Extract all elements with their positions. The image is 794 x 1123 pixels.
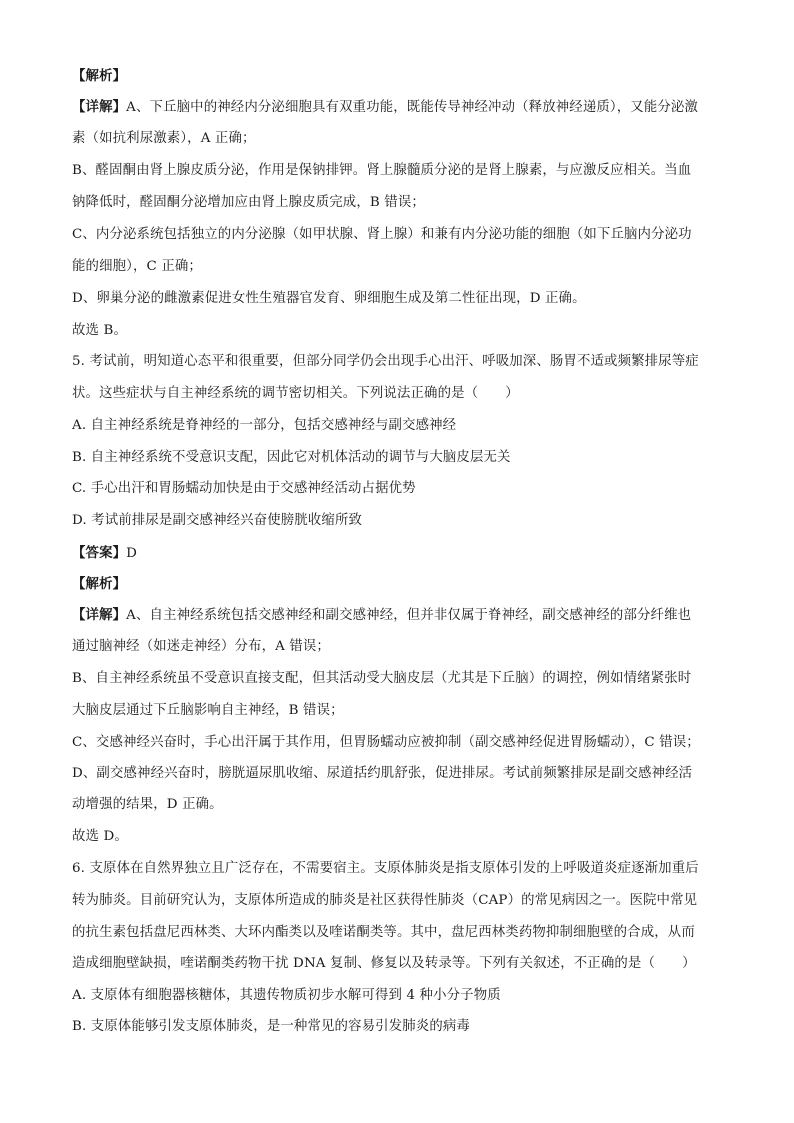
q5-conclusion: 故选 D。 [72, 829, 128, 844]
q4-conclusion: 故选 B。 [72, 323, 128, 338]
q5-option-d: D. 考试前排尿是副交感神经兴奋使膀胱收缩所致 [72, 513, 363, 528]
q5-analysis-line-6: D、副交感神经兴奋时，膀胱逼尿肌收缩、尿道括约肌舒张，促进排尿。考试前频繁排尿是副交感神经活 [72, 766, 693, 781]
q4-detail-label: 【详解】 [72, 99, 127, 115]
q5-analysis-label: 【解析】 [72, 576, 127, 592]
q5-answer [72, 543, 732, 564]
q4-analysis-line-3: B、醛固酮由肾上腺皮质分泌，作用是保钠排钾。肾上腺髓质分泌的是肾上腺素，与应激反应相关。当血 [72, 163, 692, 178]
q5-analysis-line-7: 动增强的结果，D 正确。 [72, 797, 223, 812]
q4-analysis-line-6: 能的细胞），C 正确； [72, 259, 202, 274]
q4-analysis-line-4: 钠降低时，醛固酮分泌增加应由肾上腺皮质完成，B 错误； [72, 195, 425, 210]
q5-analysis-line-1 [72, 605, 732, 626]
q4-analysis-line-5: C、内分泌系统包括独立的内分泌腺（如甲状腺、肾上腺）和兼有内分泌功能的细胞（如下丘脑内分泌功 [72, 227, 692, 242]
q4-analysis-line-7: D、卵巢分泌的雌激素促进女性生殖器官发育、卵细胞生成及第二性征出现，D 正确。 [72, 291, 586, 306]
q6-option-b: B. 支原体能够引发支原体肺炎，是一种常见的容易引发肺炎的病毒 [72, 1019, 470, 1034]
q6-stem-line-3: 的抗生素包括盘尼西林类、大环内酯类以及喹诺酮类等。其中，盘尼西林类药物抑制细胞壁的合成，从而 [72, 925, 695, 940]
q4-analysis-label: 【解析】 [72, 68, 127, 84]
q5-stem-line-1: 5. 考试前，明知道心态平和很重要，但部分同学仍会出现手心出汗、呼吸加深、肠胃不适或频繁排尿等症 [72, 354, 699, 369]
q6-stem-line-1: 6. 支原体在自然界独立且广泛存在，不需要宿主。支原体肺炎是指支原体引发的上呼吸道炎症逐渐加重后 [72, 861, 699, 876]
q5-analysis-line-5: C、交感神经兴奋时，手心出汗属于其作用，但胃肠蠕动应被抑制（副交感神经促进胃肠蠕动），C 错误； [72, 735, 700, 750]
q5-option-c: C. 手心出汗和胃肠蠕动加快是由于交感神经活动占据优势 [72, 481, 416, 496]
q5-answer-value: D [126, 546, 138, 561]
q5-option-a: A. 自主神经系统是脊神经的一部分，包括交感神经与副交感神经 [72, 418, 457, 433]
q5-answer-label: 【答案】 [72, 545, 127, 561]
q6-stem-line-2: 转为肺炎。目前研究认为，支原体所造成的肺炎是社区获得性肺炎（CAP）的常见病因之一。医院中常见 [72, 893, 698, 908]
q5-detail-label: 【详解】 [72, 607, 127, 623]
q5-stem-line-2: 状。这些症状与自主神经系统的调节密切相关。下列说法正确的是（ ） [72, 386, 519, 401]
q6-stem-line-4: 造成细胞壁缺损，喹诺酮类药物干扰 DNA 复制、修复以及转录等。下列有关叙述，不正确的是（ ） [72, 956, 696, 971]
q4-analysis-line-1 [72, 97, 732, 118]
q5-analysis-line-3: B、自主神经系统虽不受意识直接支配，但其活动受大脑皮层（尤其是下丘脑）的调控，例如情绪紧张时 [72, 671, 692, 686]
q5-analysis-line-4: 大脑皮层通过下丘脑影响自主神经，B 错误； [72, 703, 344, 718]
q5-analysis-line-2: 通过脑神经（如迷走神经）分布，A 错误； [72, 639, 330, 654]
q6-option-a: A. 支原体有细胞器核糖体，其遗传物质初步水解可得到 4 种小分子物质 [72, 988, 501, 1003]
q5-analysis-text: A、自主神经系统包括交感神经和副交感神经，但并非仅属于脊神经，副交感神经的部分纤维也 [126, 608, 692, 623]
q5-option-b: B. 自主神经系统不受意识支配，因此它对机体活动的调节与大脑皮层无关 [72, 450, 511, 465]
q4-analysis-text: A、下丘脑中的神经内分泌细胞具有双重功能，既能传导神经冲动（释放神经递质），又能分泌激 [126, 100, 698, 115]
q4-analysis-line-2: 素（如抗利尿激素），A 正确； [72, 131, 256, 146]
